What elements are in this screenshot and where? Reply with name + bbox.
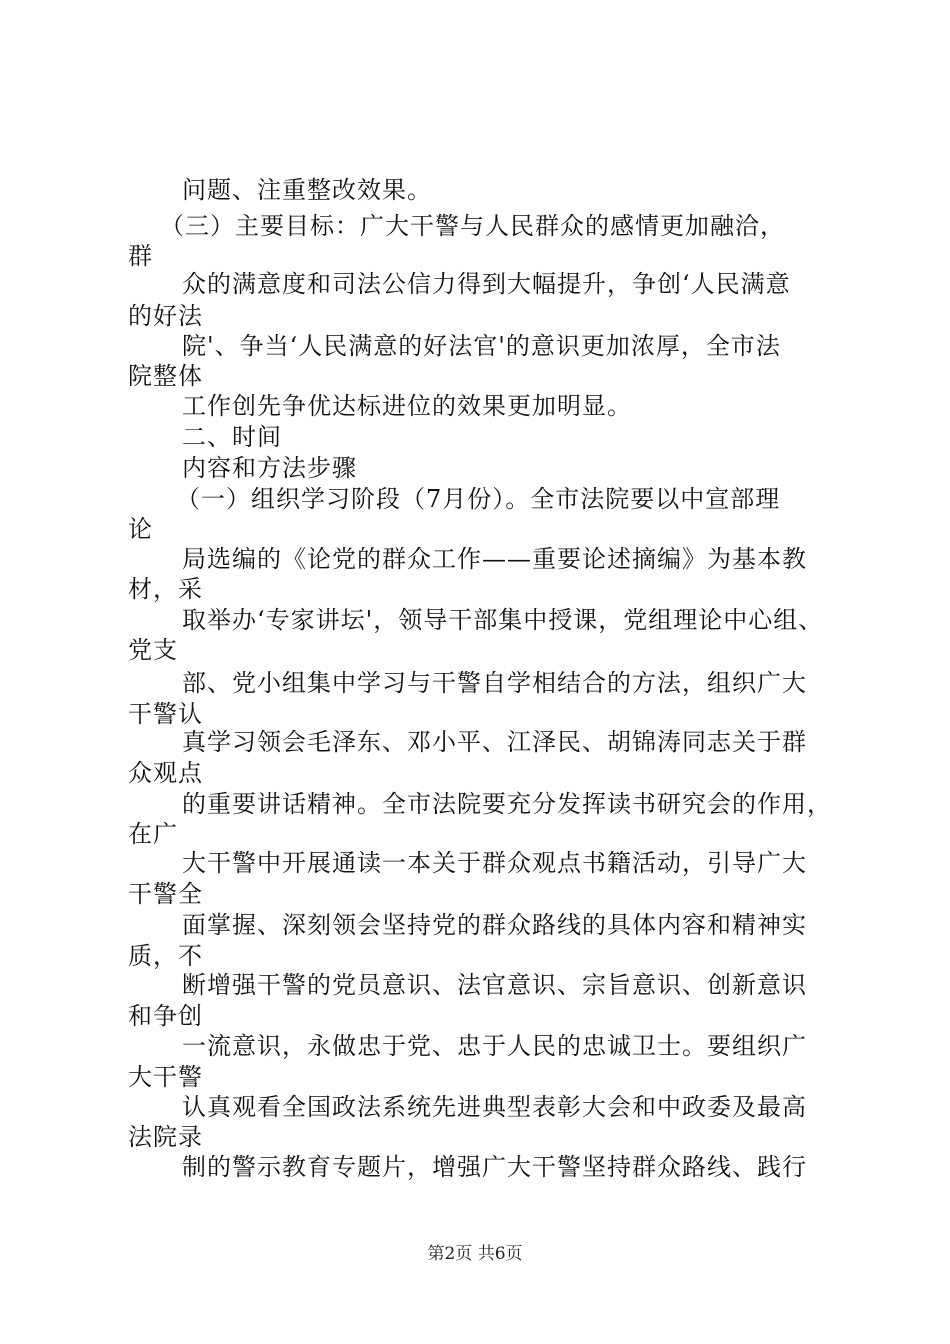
body-line-3: 群 (128, 242, 153, 270)
body-line-20: 众观点 (128, 759, 203, 787)
body-line-7: 院整体 (128, 362, 203, 390)
body-line-31: 认真观看全国政法系统先进典型表彰大会和中政委及最高 (182, 1093, 807, 1121)
body-line-12: 论 (128, 515, 153, 543)
section-heading-time: 二、时间 (182, 423, 282, 451)
body-line-32: 法院录 (128, 1123, 203, 1151)
section-heading-content: 内容和方法步骤 (182, 454, 357, 482)
body-line-15: 取举办‘专家讲坛'，领导干部集中授课，党组理论中心组、 (182, 606, 824, 634)
body-line-27: 断增强干警的党员意识、法官意识、宗旨意识、创新意识 (182, 971, 807, 999)
body-line-33: 制的警示教育专题片，增强广大干警坚持群众路线、践行 (182, 1153, 807, 1181)
body-line-29: 一流意识，永做忠于党、忠于人民的忠诚卫士。要组织广 (182, 1032, 807, 1060)
body-line-25: 面掌握、深刻领会坚持党的群众路线的具体内容和精神实 (182, 911, 807, 939)
body-line-6: 院'、争当‘人民满意的好法官'的意识更加浓厚，全市法 (182, 332, 781, 360)
body-line-17: 部、党小组集中学习与干警自学相结合的方法，组织广大 (182, 669, 807, 697)
body-line-13: 局选编的《论党的群众工作——重要论述摘编》为基本教 (182, 545, 807, 573)
body-line-4: 众的满意度和司法公信力得到大幅提升，争创‘人民满意 (182, 270, 791, 298)
body-line-19: 真学习领会毛泽东、邓小平、江泽民、胡锦涛同志关于群 (182, 728, 807, 756)
body-line-21: 的重要讲话精神。全市法院要充分发挥读书研究会的作用， (182, 790, 832, 818)
body-line-23: 大干警中开展通读一本关于群众观点书籍活动，引导广大 (182, 849, 807, 877)
body-line-22: 在广 (128, 820, 178, 848)
body-line-14: 材，采 (128, 575, 203, 603)
body-line-26: 质，不 (128, 942, 203, 970)
body-line-28: 和争创 (128, 1002, 203, 1030)
body-line-1: 问题、注重整改效果。 (182, 176, 432, 204)
body-line-24: 干警全 (128, 880, 203, 908)
body-line-16: 党支 (128, 636, 178, 664)
body-line-18: 干警认 (128, 700, 203, 728)
body-line-8: 工作创先争优达标进位的效果更加明显。 (182, 392, 632, 420)
body-line-30: 大干警 (128, 1063, 203, 1091)
body-line-5: 的好法 (128, 302, 203, 330)
body-line-2: （三）主要目标：广大干警与人民群众的感情更加融洽， (160, 212, 785, 240)
page-number-footer: 第2页 共6页 (427, 1244, 523, 1264)
body-line-11: （一）组织学习阶段（7月份）。全市法院要以中宣部理 (176, 485, 781, 513)
